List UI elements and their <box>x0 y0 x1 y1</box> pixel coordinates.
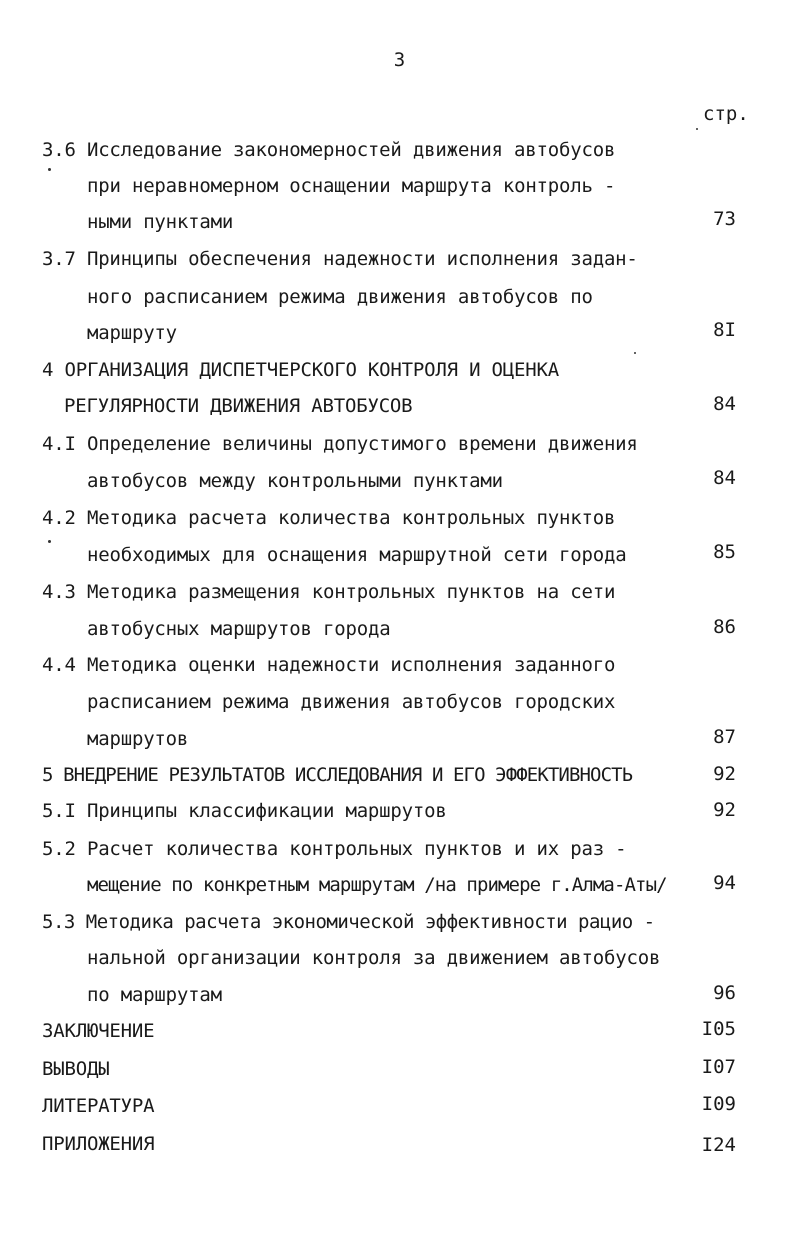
toc-entry-line: при неравномерном оснащении маршрута контроль - <box>87 175 616 197</box>
toc-entry-line: 5 ВНЕДРЕНИЕ РЕЗУЛЬТАТОВ ИССЛЕДОВАНИЯ И ЕГО ЭФФЕКТИВНОСТЬ <box>42 764 633 786</box>
toc-entry-line: 3.6 Исследование закономерностей движения автобусов <box>42 139 616 161</box>
scan-speck <box>48 168 51 171</box>
toc-page-number: 92 <box>713 763 736 785</box>
toc-entry-line: маршруту <box>87 322 177 344</box>
toc-page-number: 8I <box>713 319 736 341</box>
toc-page-number: 92 <box>713 799 736 821</box>
toc-entry-line: мещение по конкретным маршрутам /на примере г.Алма-Аты/ <box>87 874 667 896</box>
toc-entry-line: по маршрутам <box>87 984 222 1006</box>
toc-entry-line: 3.7 Принципы обеспечения надежности исполнения задан- <box>42 248 638 270</box>
toc-entry-line: ными пунктами <box>87 211 234 233</box>
scan-speck <box>634 352 636 354</box>
toc-entry-line: РЕГУЛЯРНОСТИ ДВИЖЕНИЯ АВТОБУСОВ <box>64 395 413 417</box>
toc-entry-line: автобусных маршрутов города <box>87 618 391 640</box>
toc-entry-line: 4.4 Методика оценки надежности исполнения заданного <box>42 654 616 676</box>
toc-entry-line: 4 ОРГАНИЗАЦИЯ ДИСПЕТЧЕРСКОГО КОНТРОЛЯ И ОЦЕНКА <box>42 359 559 381</box>
toc-entry-line: автобусов между контрольными пунктами <box>87 470 503 492</box>
toc-entry-line: ЛИТЕРАТУРА <box>42 1095 155 1117</box>
toc-page-number: 86 <box>713 616 736 638</box>
page-column-label: стр. <box>703 103 749 125</box>
toc-page-number: 85 <box>713 541 736 563</box>
toc-entry-line: 5.I Принципы классификации маршрутов <box>42 800 447 822</box>
toc-entry-line: 5.2 Расчет количества контрольных пунктов и их раз - <box>42 838 627 860</box>
toc-page-number: 73 <box>713 208 736 230</box>
toc-page-number: 84 <box>713 467 736 489</box>
page-number: 3 <box>393 49 406 71</box>
toc-page-number: I24 <box>701 1134 736 1156</box>
toc-entry-line: необходимых для оснащения маршрутной сети города <box>87 544 627 566</box>
toc-page-number: 84 <box>713 393 736 415</box>
scan-speck <box>696 128 698 130</box>
toc-page-number: 87 <box>713 726 736 748</box>
toc-page-number: I07 <box>701 1056 736 1078</box>
toc-entry-line: ного расписанием режима движения автобусов по <box>87 286 593 308</box>
toc-page-number: I09 <box>701 1093 736 1115</box>
toc-entry-line: 4.3 Методика размещения контрольных пунктов на сети <box>42 581 616 603</box>
toc-entry-line: ПРИЛОЖЕНИЯ <box>42 1133 155 1155</box>
toc-entry-line: 5.3 Методика расчета экономической эффективности рацио - <box>42 911 655 933</box>
scan-speck <box>48 540 51 543</box>
toc-page-number: 96 <box>713 982 736 1004</box>
toc-entry-line: ВЫВОДЫ <box>42 1058 110 1080</box>
toc-entry-line: маршрутов <box>87 728 189 750</box>
toc-page-number: I05 <box>701 1018 736 1040</box>
toc-entry-line: расписанием режима движения автобусов городских <box>87 691 616 713</box>
toc-entry-line: нальной организации контроля за движением автобусов <box>87 947 661 969</box>
toc-page-number: 94 <box>713 872 736 894</box>
toc-entry-line: 4.2 Методика расчета количества контрольных пунктов <box>42 507 616 529</box>
toc-entry-line: ЗАКЛЮЧЕНИЕ <box>42 1020 155 1042</box>
toc-entry-line: 4.I Определение величины допустимого времени движения <box>42 433 638 455</box>
